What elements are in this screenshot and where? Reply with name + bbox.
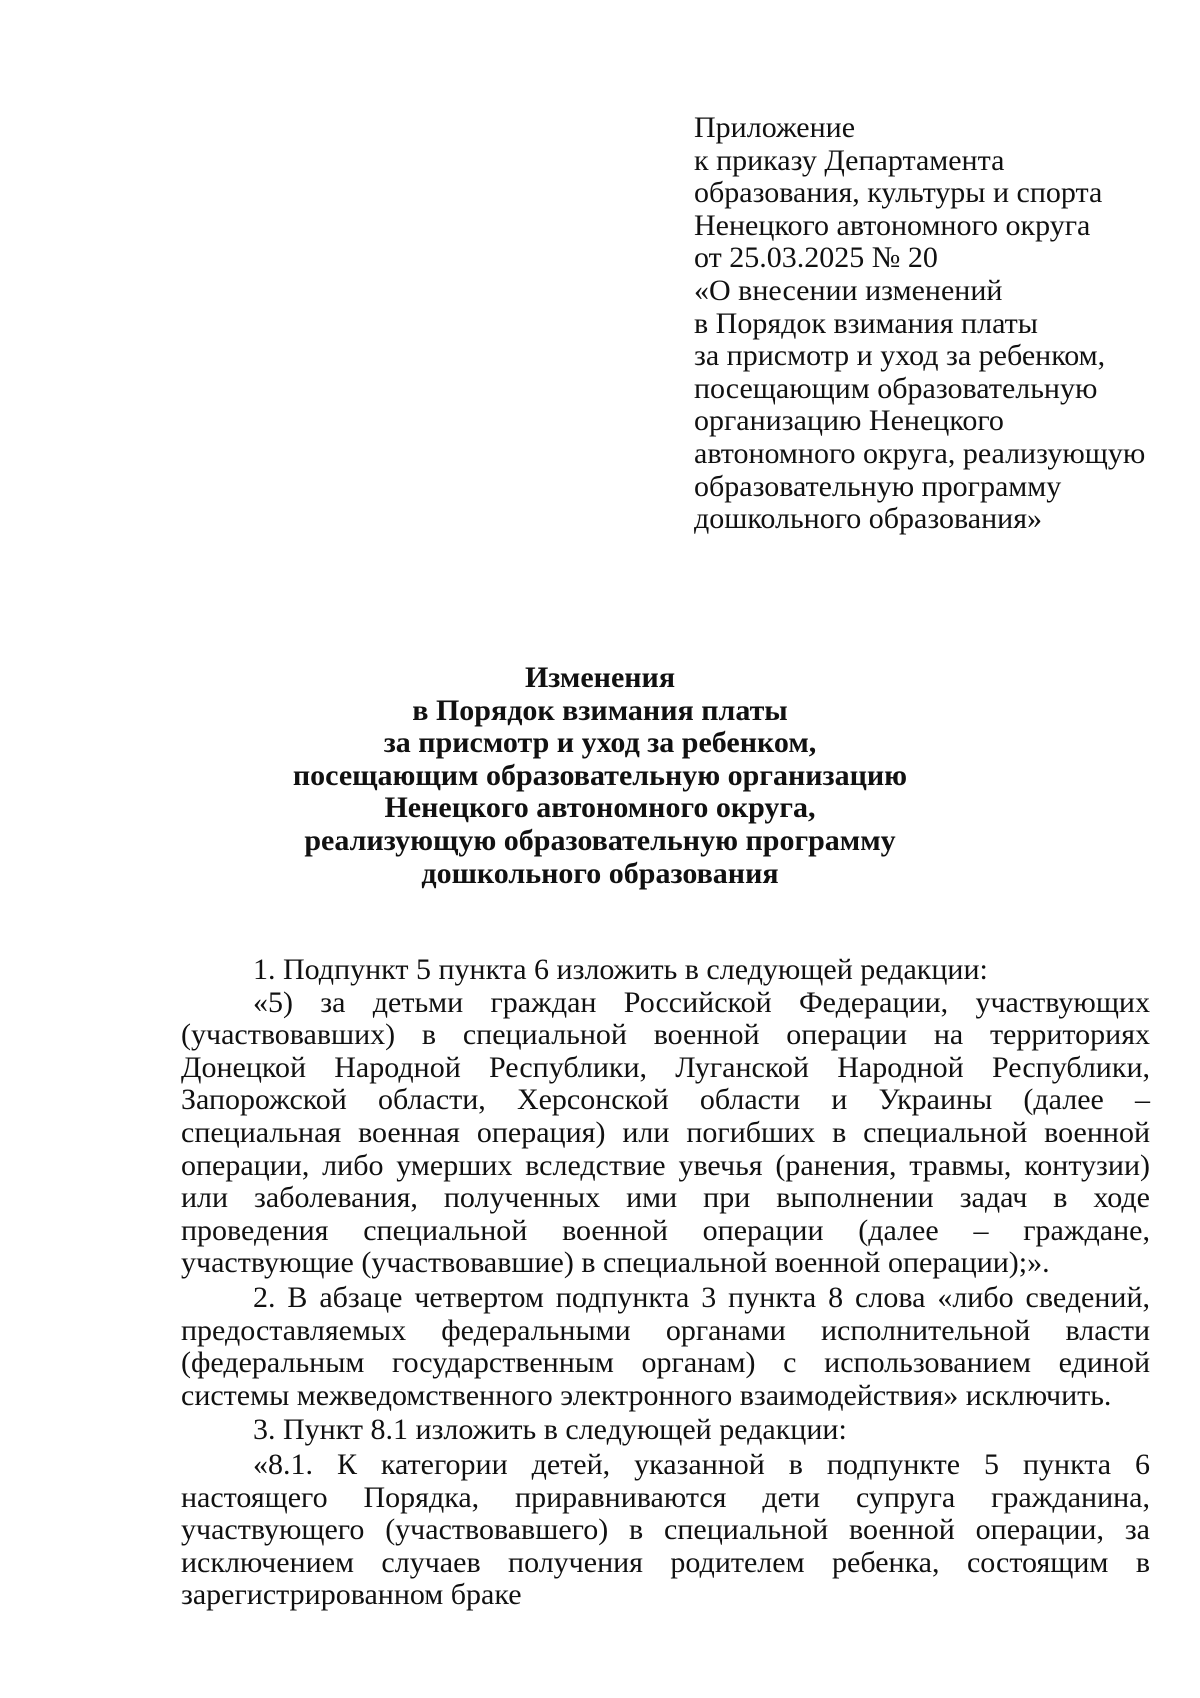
attachment-line: «О внесении изменений	[694, 273, 1003, 307]
attachment-line: посещающим образовательную	[694, 371, 1098, 405]
title-line: посещающим образовательную организацию	[292, 758, 908, 792]
attachment-line: в Порядок взимания платы	[694, 306, 1038, 340]
attachment-line: автономного округа, реализующую	[694, 436, 1146, 470]
attachment-line: организацию Ненецкого	[694, 404, 1004, 438]
title-line: дошкольного образования	[421, 856, 779, 890]
attachment-line: Ненецкого автономного округа	[694, 208, 1091, 242]
paragraph-item-2: 2. В абзаце четвертом подпункта 3 пункта 8 слова «либо сведений, предоставляемых федеральными органами исполнительной власти (федеральным государственным органам) с использованием единой системы межведомственного электронного взаимодействия» исключить.	[181, 1280, 1150, 1412]
paragraph-item-1-text: «5) за детьми граждан Российской Федерации, участвующих (участвовавших) в специальной военной операции на территориях Донецкой Народной Республики, Луганской Народной Республики, Запорожской области, Херсонской области и Украины (далее – специальная военная операция) или погибших в специальной военной операции, либо умерших вследствие увечья (ранения, травмы, контузии) или заболевания, полученных ими при выполнении задач в ходе проведения специальной военной операции (далее – граждане, участвующие (участвовавшие) в специальной военной операции);».	[181, 985, 1150, 1280]
attachment-line: к приказу Департамента	[694, 143, 1005, 177]
attachment-line: Приложение	[694, 111, 856, 144]
attachment-line: от 25.03.2025 № 20	[694, 241, 938, 275]
paragraph-item-3-text: «8.1. К категории детей, указанной в подпункте 5 пункта 6 настоящего Порядка, приравниваются дети супруга гражданина, участвующего (участвовавшего) в специальной военной операции, за исключением случаев получения родителем ребенка, состоящим в зарегистрированном браке	[181, 1447, 1150, 1612]
attachment-line: образовательную программу	[694, 469, 1062, 503]
attachment-line: образования, культуры и спорта	[694, 176, 1103, 210]
document-title	[0, 662, 1200, 890]
attachment-note	[694, 112, 1164, 536]
paragraph-item-3: 3. Пункт 8.1 изложить в следующей редакции:	[253, 1413, 847, 1447]
title-line: реализующую образовательную программу	[304, 823, 896, 857]
attachment-line: дошкольного образования»	[694, 502, 1043, 536]
title-line: за присмотр и уход за ребенком,	[383, 726, 817, 760]
paragraph-item-1: 1. Подпункт 5 пункта 6 изложить в следующей редакции:	[253, 953, 988, 986]
title-line: в Порядок взимания платы	[412, 693, 788, 727]
title-line: Ненецкого автономного округа,	[384, 791, 816, 825]
attachment-line: за присмотр и уход за ребенком,	[694, 339, 1106, 373]
document-body	[181, 954, 1150, 1612]
title-line: Изменения	[524, 661, 676, 694]
